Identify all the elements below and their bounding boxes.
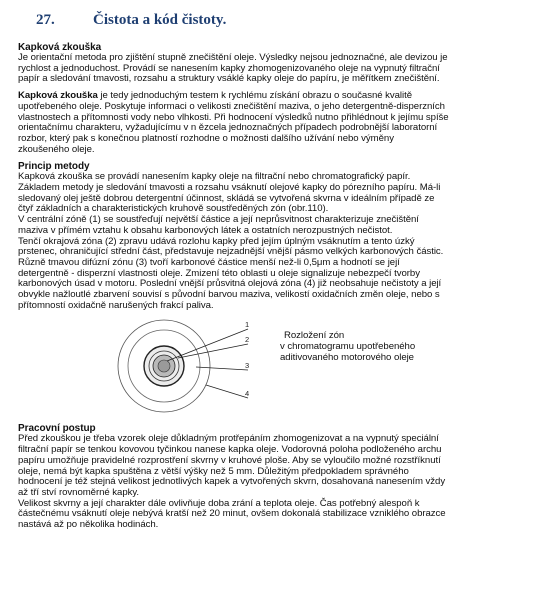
text-line: Základem metody je sledování tmavosti a rozsahu vsáknutí olejové kapky do pórezního papíru. Má-li xyxy=(18,182,441,194)
text-line: sledovaný olej ještě dobrou detergentní účinnost, skládá se vytvořená skvrna v ideálním případě ze xyxy=(18,192,435,204)
text-line: karbonových úsad v motoru. Poslední vnější průsvitná olejová zóna (4) již neobsahuje nečistoty a její xyxy=(18,278,442,290)
text-line: Před zkouškou je třeba vzorek oleje důkladným protřepáním zhomogenizovat a na vypnutý speciální xyxy=(18,433,439,445)
text-line: hodnocení je též stejná velikost jednotlivých kapek a vytvořených skvrn, dosahovaná nanesením vždy xyxy=(18,476,446,488)
section-title-kapkova-zkouska: Kapková zkouška xyxy=(18,42,102,53)
zone-1-core xyxy=(158,360,170,372)
chapter-title: Čistota a kód čistoty. xyxy=(93,12,227,28)
section-title-pracovni-postup: Pracovní postup xyxy=(18,423,96,435)
leader-line-4 xyxy=(206,385,248,398)
document-body xyxy=(18,42,532,531)
text-line: filtrační papír se tenkou kovovou tyčinkou nanese kapka oleje. Vodorovná poloha podloženého archu xyxy=(18,444,442,456)
caption-line: v chromatogramu upotřebeného xyxy=(280,341,416,353)
text-line: papíru umožňuje pravidelné rozprostření skvrny v kruhové ploše. Aby se vyloučilo možné rozstříknutí xyxy=(18,454,441,466)
chromatogram-diagram xyxy=(112,315,272,415)
text-line: Je orientační metoda pro zjištění stupně znečištění oleje. Výsledky nejsou jednoznačné, ale devizou je xyxy=(18,52,448,63)
text-line: nastává až po několika hodinách. xyxy=(18,519,159,531)
text-line: V centrální zóně (1) se soustřeďují největší částice a její neprůsvitnost charakterizuje znečištění xyxy=(18,214,419,226)
text-line: orientačnímu charakteru, vyžadujícímu v n ězcela jednoznačných případech podrobnější laboratorní xyxy=(18,122,438,134)
text-line: detergentně - disperzní vlastnosti oleje. Zmizení této oblasti u oleje signalizuje nebezpečí tvorby xyxy=(18,267,420,279)
chapter-heading xyxy=(36,12,526,29)
figure-caption xyxy=(280,331,415,363)
text-line: až tří ství rovnoměrné kapky. xyxy=(18,486,140,498)
leader-line-2 xyxy=(178,344,248,358)
text-line: Velikost skvrny a její charakter dále ovlivňuje doba zrání a teplota oleje. Čas potřebný alespoň k xyxy=(18,497,420,509)
zone-label-4: 4 xyxy=(245,389,250,399)
text-line: maziva v přímém vztahu k obsahu karbonových látek a ostatních nerozpustných nečistot. xyxy=(18,224,393,236)
leader-line-3 xyxy=(196,367,248,370)
text-line: oleje, nemá být kapka spuštěna z větší výšky než 5 mm. Důležitým předpokladem správného xyxy=(18,465,409,477)
chapter-number: 27. xyxy=(36,12,55,28)
text-line: Různě tmavou difúzní zónu (3) tvoří karbonové částice menší než-li 0,5μm a hodnotí se její xyxy=(18,256,400,268)
text-line: rychlost a jednoduchost. Provádí se nanesením kapky zhomogenizovaného oleje na vypnutý filtrační xyxy=(18,62,440,74)
section-title-princip-metody: Princip metody xyxy=(18,161,90,173)
section2-lead: Kapková zkouška xyxy=(18,90,98,102)
zone-label-1: 1 xyxy=(245,320,250,330)
text-line: obvykle nažloutlé zbarvení souvisí s původní barvou maziva, velikostí oxidačních změn oleje, nebo s xyxy=(18,289,440,301)
text-line: upotřebeného oleje. Poskytuje informaci o velikosti znečištění maziva, o jeho detergentně-disperzních xyxy=(18,100,445,112)
zone-label-2: 2 xyxy=(245,335,250,345)
zone-label-3: 3 xyxy=(245,361,250,371)
chromatogram-figure xyxy=(18,315,532,417)
text-line: vlastnostech a přítomnosti vody nebo vlhkosti. Při hodnocení výsledků nutno přihlédnout k jejímu spíše xyxy=(18,111,449,123)
text-line: Tenčí okrajová zóna (2) zpravu udává rozlohu kapky před jejím úplným vsáknutím a tento úzký xyxy=(18,235,415,247)
text-line: Kapková zkouška se provádí nanesením kapky oleje na filtrační nebo chromatografický papír. xyxy=(18,171,411,183)
text-line: částečnému vsáknutí oleje nebývá kratší než 20 minut, ovšem dokonalá stabilizace vzniklého obrazce xyxy=(18,508,446,520)
section4-paragraph xyxy=(18,434,532,530)
caption-line: Rozložení zón xyxy=(284,330,345,342)
text-line: rozbor, který pak s konečnou platností rozhodne o možnosti dalšího užívání nebo výměny xyxy=(18,132,394,144)
section2-paragraph xyxy=(18,91,532,155)
caption-line: aditivovaného motorového oleje xyxy=(280,352,414,364)
text-line: přítomností oxidačně narušených frakcí paliva. xyxy=(18,299,214,311)
section1-paragraph xyxy=(18,53,532,85)
leader-line-1 xyxy=(167,329,248,361)
section3-paragraph xyxy=(18,172,532,311)
text-line: čtyř základních a charakteristických kruhově soustředěných zón (obr.110). xyxy=(18,203,329,215)
text-line: papír a sledování tmavosti, rozsahu a struktury vsáklé kapky oleje do papíru, je měřítkem znečištění. xyxy=(18,73,440,85)
text-line: prstenec, ohraničující střední část, představuje nejzadnější vnější pásmo velkých karbonových částic. xyxy=(18,246,444,258)
section2-first-line: je tedy jednoduchým testem k rychlému získání obrazu o současné kvalitě xyxy=(97,90,412,102)
text-line: zkoušeného oleje. xyxy=(18,143,95,155)
